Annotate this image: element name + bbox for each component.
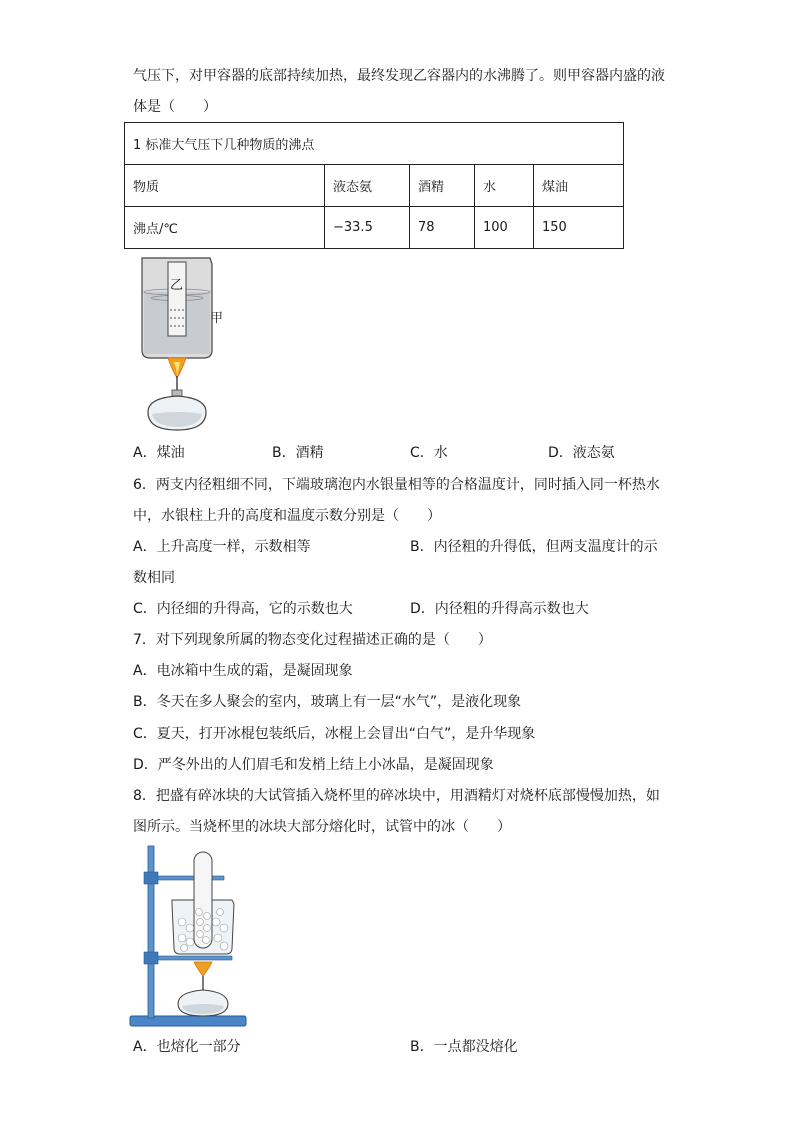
q7-option-a[interactable]: A．电冰箱中生成的霜，是凝固现象 xyxy=(133,663,353,679)
ice-melting-apparatus-figure xyxy=(128,842,252,1030)
q7-option-c[interactable]: C．夏天，打开冰棍包装纸后，冰棍上会冒出“白气”，是升华现象 xyxy=(133,726,536,742)
beaker-heating-figure xyxy=(132,252,242,434)
table-cell: 150 xyxy=(534,207,624,249)
boiling-point-table xyxy=(124,122,624,249)
table-header-row xyxy=(125,165,624,207)
table-cell: 煤油 xyxy=(534,165,624,207)
q6-stem-line2: 中，水银柱上升的高度和温度示数分别是（ ） xyxy=(133,508,441,524)
q6-option-c[interactable]: C．内径细的升得高，它的示数也大 xyxy=(133,601,353,617)
table-cell: 100 xyxy=(475,207,534,249)
q5-stem-line1: 气压下，对甲容器的底部持续加热，最终发现乙容器内的水沸腾了。则甲容器内盛的液 xyxy=(133,68,665,84)
table-cell: 物质 xyxy=(125,165,325,207)
q5-option-b[interactable]: B．酒精 xyxy=(272,445,324,461)
q7-option-b[interactable]: B．冬天在多人聚会的室内，玻璃上有一层“水气”，是液化现象 xyxy=(133,694,522,710)
q5-option-a[interactable]: A．煤油 xyxy=(133,445,185,461)
q5-option-c[interactable]: C．水 xyxy=(410,445,448,461)
q6-stem-line1: 6．两支内径粗细不同，下端玻璃泡内水银量相等的合格温度计，同时插入同一杯热水 xyxy=(133,477,660,493)
q5-stem-line2: 体是（ ） xyxy=(133,99,217,115)
table-cell: 78 xyxy=(410,207,475,249)
q6-option-d[interactable]: D．内径粗的升得高示数也大 xyxy=(410,601,589,617)
table-row xyxy=(125,207,624,249)
q5-option-d[interactable]: D．液态氨 xyxy=(548,445,615,461)
q8-stem-line1: 8．把盛有碎冰块的大试管插入烧杯里的碎冰块中，用酒精灯对烧杯底部慢慢加热，如 xyxy=(133,788,660,804)
q6-option-a[interactable]: A．上升高度一样，示数相等 xyxy=(133,539,311,555)
q7-stem: 7．对下列现象所属的物态变化过程描述正确的是（ ） xyxy=(133,632,492,648)
table-cell: −33.5 xyxy=(325,207,410,249)
q8-stem-line2: 图所示。当烧杯里的冰块大部分熔化时，试管中的冰（ ） xyxy=(133,819,511,835)
q8-option-b[interactable]: B．一点都没熔化 xyxy=(410,1039,518,1055)
table-cell: 酒精 xyxy=(410,165,475,207)
label-jia: 甲 xyxy=(210,311,224,326)
q8-option-a[interactable]: A．也熔化一部分 xyxy=(133,1039,241,1055)
q6-option-b-cont: 数相同 xyxy=(133,570,175,586)
table-cell: 沸点/℃ xyxy=(125,207,325,249)
q6-option-b[interactable]: B．内径粗的升得低，但两支温度计的示 xyxy=(410,539,658,555)
table-caption: 1 标准大气压下几种物质的沸点 xyxy=(125,123,624,165)
label-yi: 乙 xyxy=(170,278,184,293)
q7-option-d[interactable]: D．严冬外出的人们眉毛和发梢上结上小冰晶，是凝固现象 xyxy=(133,757,494,773)
table-caption-row xyxy=(125,123,624,165)
table-cell: 液态氨 xyxy=(325,165,410,207)
table-cell: 水 xyxy=(475,165,534,207)
